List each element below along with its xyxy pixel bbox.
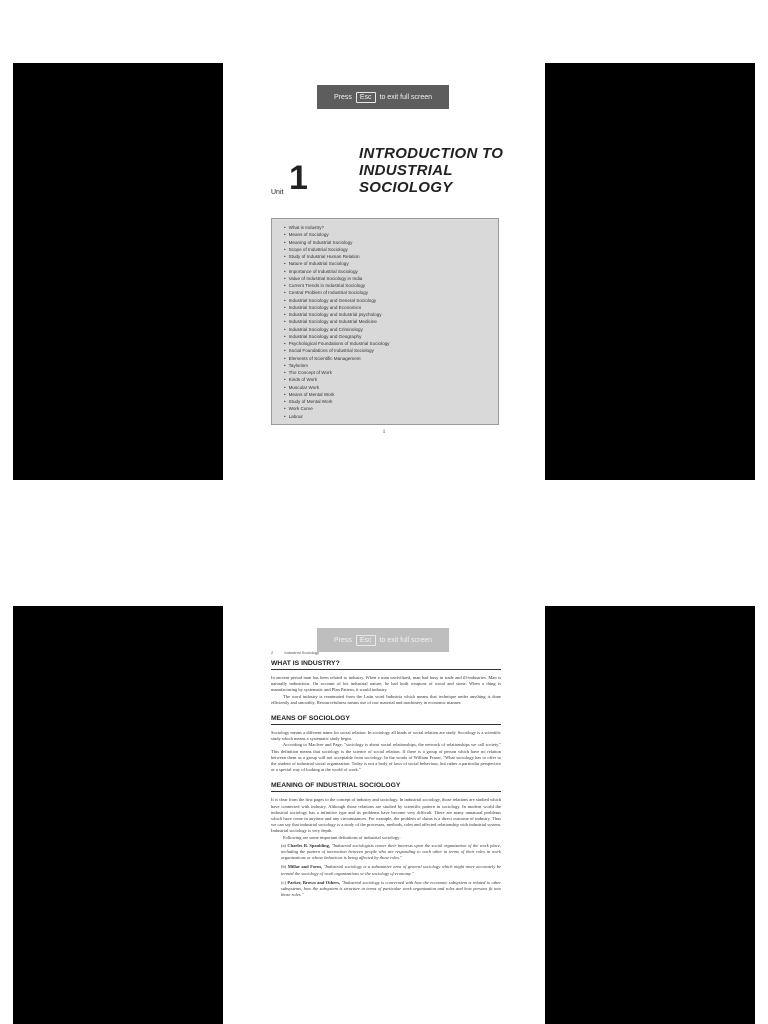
page-body (271, 660, 501, 901)
definition-text: "Industrial sociology is a substantive area of general sociology which might more accurately be termed the sociology of work organizations or the sociology of economy." (281, 864, 502, 876)
banner-prefix: Press (333, 93, 352, 101)
paragraph: Following are some important definitions of industrial sociology: (283, 834, 401, 840)
definition-author: Millar and Form, (287, 864, 322, 870)
definition-text: "Industrial sociologists center their interests upon the social organization of the work place, including the pattern of interaction between people who are responding to each other in terms of their roles in work organizations or whose behaviour is being affected by those roles." (281, 842, 502, 861)
toc-item: • Value of Industrial Sociology in India (284, 275, 498, 282)
toc-item: • Muscular Work (284, 384, 498, 391)
esc-key-hint: Esc (356, 635, 376, 646)
toc-item: • Industrial Sociology and Criminology (284, 326, 498, 333)
section-heading: WHAT IS INDUSTRY? (271, 660, 501, 670)
unit-label: Unit (271, 189, 284, 196)
definition-author: Charles B. Spaulding, (287, 842, 331, 848)
toc-item: • Nature of Industrial Sociology (284, 260, 498, 267)
definition-author: Parker, Brown and Others, (287, 879, 341, 885)
exit-fullscreen-banner (317, 628, 449, 652)
page-viewer-top (13, 63, 755, 480)
toc-item: • Scope of Industrial Sociology (284, 246, 498, 253)
toc-item: • Study of Industrial Human Relation (284, 253, 498, 260)
toc-item: • Elements of Scientific Management (284, 355, 498, 362)
page-number: 1 (382, 430, 386, 435)
banner-suffix: to exit full screen (379, 636, 433, 644)
toc-item: • Central Problem of Industrial Sociology (284, 289, 498, 296)
toc-item: • Current Trends in Industrial Sociology (284, 282, 498, 289)
toc-item: • What is Industry? (284, 224, 498, 231)
toc-item: • Industrial Sociology and Economics (284, 304, 498, 311)
definition-marker: (a) (281, 842, 286, 848)
toc-item: • Industrial Sociology and Industrial Medicine (284, 318, 498, 325)
toc-item: • Work Curve (284, 405, 498, 412)
definition-marker: (c) (281, 879, 286, 885)
toc-item: • Importance of Industrial Sociology (284, 268, 498, 275)
toc-item: • Industrial Sociology and General Sociology (284, 297, 498, 304)
toc-item: • Meaning of Industrial Sociology (284, 239, 498, 246)
paragraph: It is clear from the first pages to the concept of industry and sociology. In industrial sociology, those relations are studied which have connected with industry. Although those relations are studied by scientific pattern in sociology. In modern world the industrial sociology has a infinitive type and its problems have become very difficult. There are many unnatural problems which have come in anytime and any circumstances. For example, the problem of slums is a direct outcome of industry. Thus we can say that industrial sociology is a study of the processes, methods, roles and affected relationship with industrial system. Industrial sociology is very depth. (271, 797, 501, 834)
document-page-1 (223, 63, 545, 480)
toc-item: • Taylorism (284, 362, 498, 369)
toc-item: • Industrial Sociology and Geography (284, 333, 498, 340)
chapter-contents-box (271, 218, 499, 425)
paragraph: Sociology means a different name for social relation. In sociology all kinds of social relation are study. Sociology is a scientific study which means a systematic study begin. (271, 730, 501, 742)
unit-number: 1 (289, 159, 308, 197)
section-heading: MEANS OF SOCIOLOGY (271, 715, 501, 725)
chapter-title-line: INDUSTRIAL (359, 162, 453, 179)
toc-item: • Social Foundations of Industrial Sociology (284, 347, 498, 354)
toc-item: • Means of Mental Work (284, 391, 498, 398)
document-page-2 (223, 606, 545, 1024)
definitions-list (281, 843, 501, 899)
toc-item: • Industrial Sociology and Industrial psychology (284, 311, 498, 318)
definition-item (281, 880, 501, 899)
banner-prefix: Press (333, 636, 352, 644)
toc-item: • The Concept of Work (284, 369, 498, 376)
paragraph: According to MacIver and Page, "sociology is about social relationships, the network of relationships we call society." This definition means that sociology is the science of social relation. If there is a group of person which have no relation between them as a group will not acceptable from sociology. In the words of William Fraser, "What sociology has to offer to the student of industrial social organization. Today is not a body of laws of social behaviour, but rather a particular perspective or a special way of looking at the world of work." (271, 742, 501, 773)
running-head-number: 2 (271, 650, 274, 655)
toc-item: • Labour (284, 413, 498, 420)
definition-item (281, 864, 501, 876)
esc-key-hint: Esc (356, 92, 376, 103)
chapter-title-line: SOCIOLOGY (359, 179, 453, 196)
toc-item: • Psychological Foundations of Industrial Sociology (284, 340, 498, 347)
definition-marker: (b) (281, 864, 287, 870)
banner-suffix: to exit full screen (379, 93, 433, 101)
paragraph: In ancient period man has been related to industry. When a man uncivilized, man had busy in trade and ill-industries. Man is naturally industrious. On account of his industrial nature, he had built weapons of wood and stone. When a thing is manufacturing by systematic and Plan Pattern, it would industry. (271, 675, 501, 693)
toc-item: • Study of Mental Work (284, 398, 498, 405)
definition-item (281, 843, 501, 862)
chapter-title-line: INTRODUCTION TO (359, 145, 504, 162)
paragraph: The word industry is reanimated from the Latin word Industria which means that technique under anything is done efficiently and smoothly. Resourcefulness means use of raw material and machinery in economic manner. (271, 693, 501, 705)
definition-text: "Industrial sociology is concerned with how the economic subsystem is related to other subsystems, how the subsystem is structure in terms of particular work organization and roles and how persons fit into those roles." (281, 879, 502, 898)
section-heading: MEANING OF INDUSTRIAL SOCIOLOGY (271, 782, 501, 792)
chapter-title (359, 145, 539, 196)
page-viewer-bottom (13, 606, 755, 1024)
exit-fullscreen-banner (317, 85, 449, 109)
toc-item: • Kinds of Work (284, 376, 498, 383)
toc-item: • Means of Sociology (284, 231, 498, 238)
running-head-title: Industrial Sociology (284, 650, 320, 655)
